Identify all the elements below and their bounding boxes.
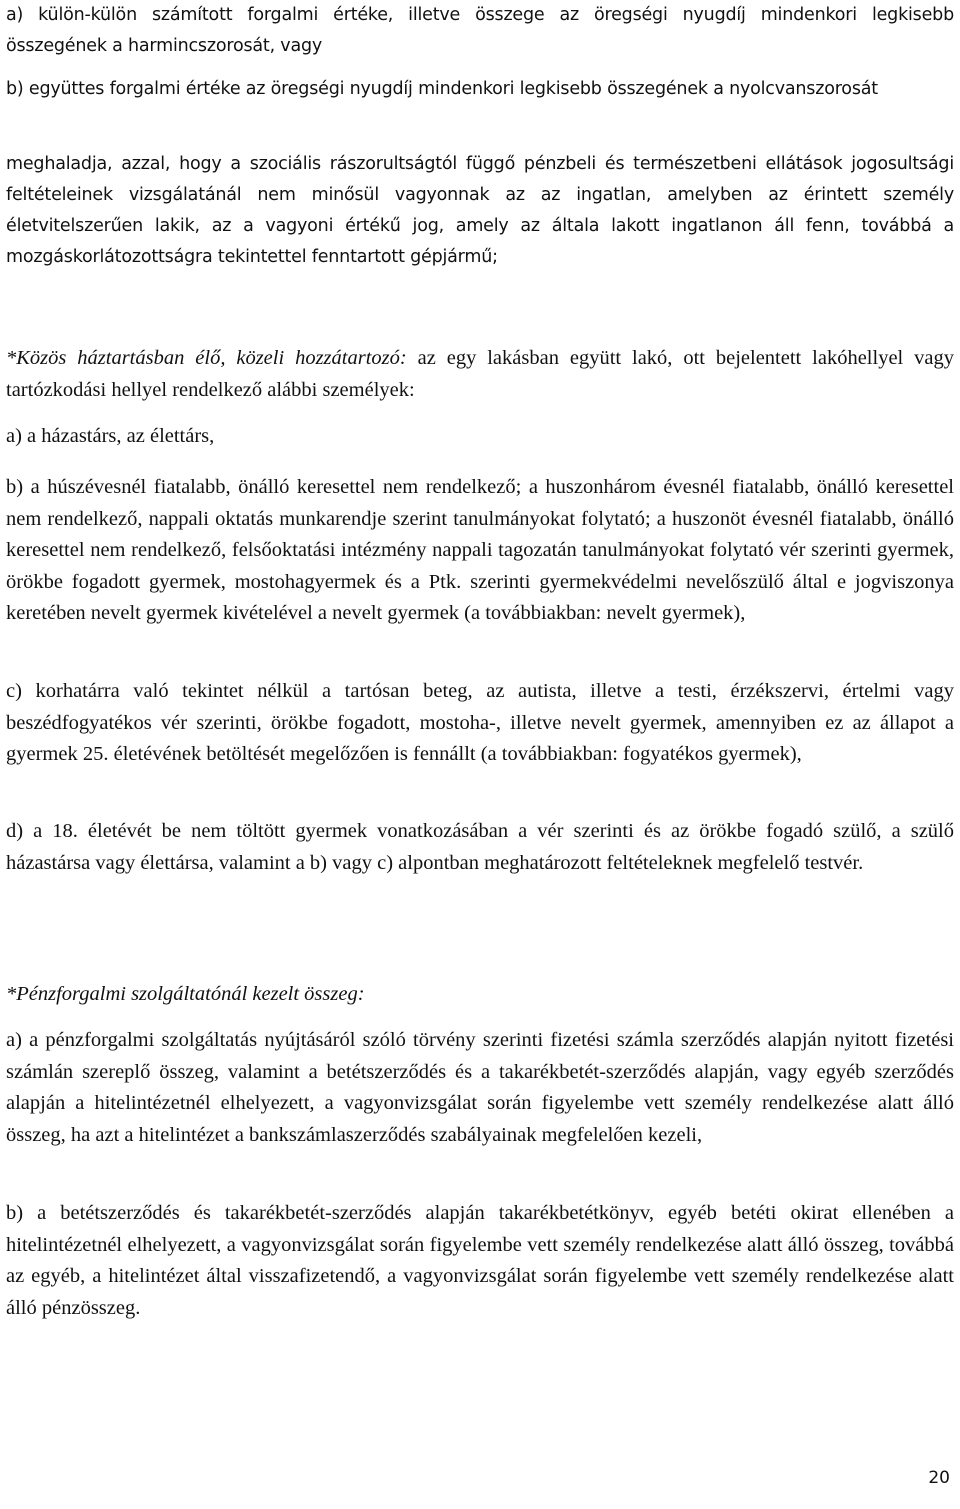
list-item-disabled-child: c) korhatárra való tekintet nélkül a tartósan beteg, az autista, illetve a testi, érzékszervi, értelmi vagy beszédfogyatékos vér szerinti, örökbe fogadott, mostoha-, illetve nevelt gyermek, amennyiben ez az állapot a gyermek 25. életévének betöltését megelőzően is fennállt (a továbbiakban: fogyatékos gyermek), — [6, 680, 954, 765]
definition-kozos-haztartas: az egy lakásban együtt lakó, ott bejelentett lakóhellyel vagy tartózkodási hellyel rendelkező alábbi személyek: — [6, 347, 954, 401]
list-item-payment-account: a) a pénzforgalmi szolgáltatás nyújtásáról szóló törvény szerinti fizetési számla szerződés alapján nyitott fizetési számlán szereplő összeg, valamint a betétszerződés és a takarékbetét-szerződés alapján, vagy egyéb szerződés alapján a hitelintézetnél elhelyezett, a vagyonvizsgálat során figyelembe vett személy rendelkezése alatt álló összeg, ha azt a hitelintézet a bankszámlaszerződés szabályainak megfelelően kezeli, — [6, 1029, 954, 1146]
list-item-children: b) a húszévesnél fiatalabb, önálló keresettel nem rendelkező; a huszonhárom évesnél fiatalabb, önálló keresettel nem rendelkező, nappali oktatás munkarendje szerint tanulmányokat folytató; a huszonöt évesnél fiatalabb, önálló keresettel nem rendelkező, felsőoktatási intézmény nappali tagozatán tanulmányokat folytató vér szerinti gyermek, örökbe fogadott gyermek, mostohagyermek és a Ptk. szerinti gyermekvédelmi nevelőszülő által e jogviszonya keretében nevelt gyermek kivételével a nevelt gyermek (a továbbiakban: nevelt gyermek), — [6, 476, 954, 624]
paragraph-item-b-value: b) együttes forgalmi értéke az öregségi nyugdíj mindenkori legkisebb összegének a nyolcvanszorosát — [6, 79, 878, 99]
paragraph-item-a-value: a) külön-külön számított forgalmi értéke, illetve összege az öregségi nyugdíj mindenkori legkisebb összegének a harmincszorosát, vagy — [6, 5, 954, 56]
paragraph-exemption: meghaladja, azzal, hogy a szociális rászorultságtól függő pénzbeli és természetbeni ellátások jogosultsági feltételeinek vizsgálatánál nem minősül vagyonnak az az ingatlan, amelyben az érintett személy életvitelszerűen lakik, az a vagyoni értékű jog, amely az általa lakott ingatlanon áll fenn, továbbá a mozgáskorlátozottságra tekintettel fenntartott gépjármű; — [6, 154, 954, 267]
list-item-deposit-book: b) a betétszerződés és takarékbetét-szerződés alapján takarékbetétkönyv, egyéb betéti okirat ellenében a hitelintézetnél elhelyezett, a vagyonvizsgálat során figyelembe vett személy rendelkezése alatt álló összeg, továbbá az egyéb, a hitelintézet által visszafizetendő, a vagyonvizsgálat során figyelembe vett személy rendelkezése alatt álló pénzösszeg. — [6, 1202, 954, 1319]
heading-penzforgalmi: *Pénzforgalmi szolgáltatónál kezelt összeg: — [6, 983, 365, 1005]
list-item-spouse: a) a házastárs, az élettárs, — [6, 425, 215, 447]
term-kozos-haztartas: *Közös háztartásban élő, közeli hozzátartozó: — [6, 347, 407, 369]
page-number: 20 — [928, 1468, 950, 1488]
list-item-parents-siblings: d) a 18. életévét be nem töltött gyermek vonatkozásában a vér szerinti és az örökbe fogadó szülő, a szülő házastársa vagy élettársa, valamint a b) vagy c) alpontban meghatározott feltételeknek megfelelő testvér. — [6, 820, 954, 874]
paragraph-kozos-definition — [6, 343, 954, 406]
